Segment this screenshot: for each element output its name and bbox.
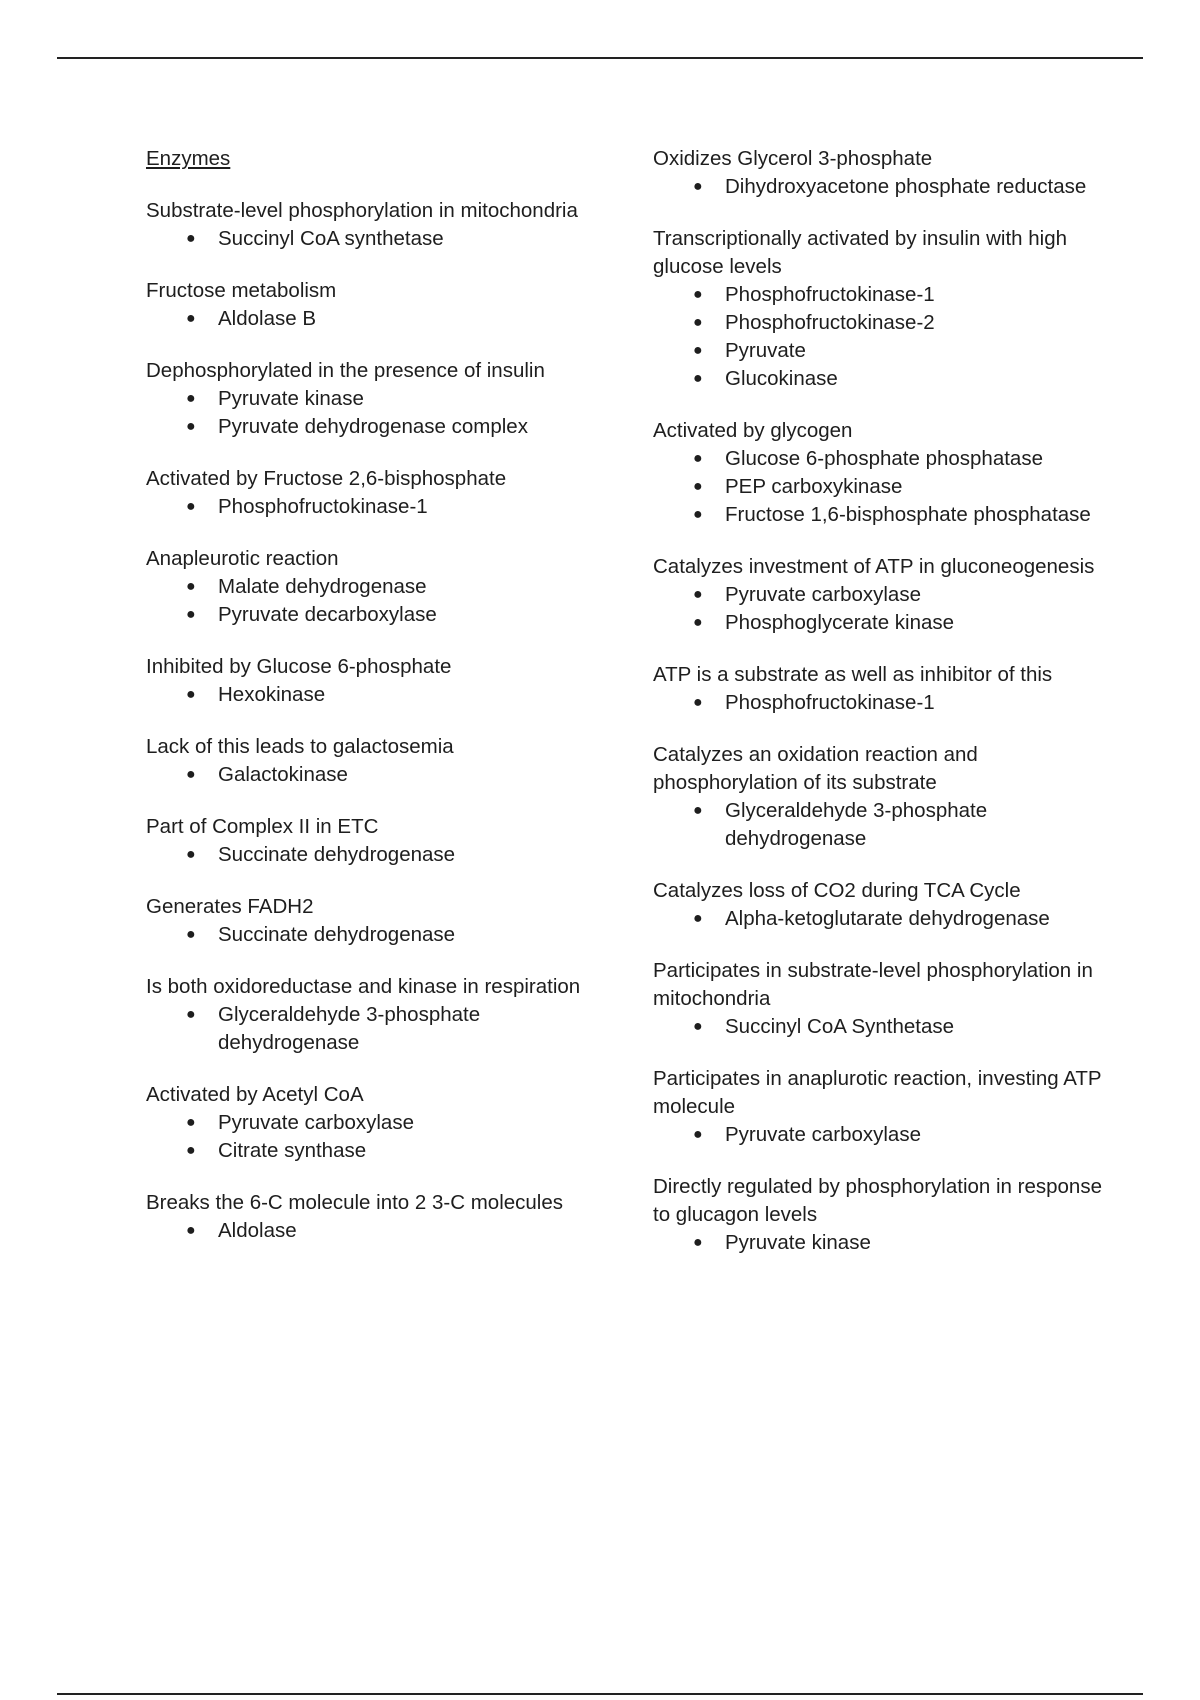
section-title: Catalyzes loss of CO2 during TCA Cycle (653, 879, 1021, 902)
right-column (653, 145, 1103, 1281)
enzyme-list (653, 173, 1103, 201)
list-item-text: Aldolase (218, 1219, 297, 1242)
enzyme-section (146, 197, 606, 253)
enzyme-section (146, 813, 606, 869)
bullet-icon: ● (186, 498, 196, 515)
list-item (653, 365, 1103, 393)
list-item-text: Succinate dehydrogenase (218, 923, 456, 946)
enzyme-section (146, 357, 606, 441)
enzyme-section (653, 661, 1103, 717)
list-item (146, 385, 606, 413)
list-item (653, 337, 1103, 365)
bullet-icon: ● (186, 578, 196, 595)
bullet-icon: ● (693, 286, 703, 303)
enzyme-list (146, 493, 606, 521)
left-sections (146, 197, 606, 1245)
bullet-icon: ● (693, 910, 703, 927)
enzyme-section (146, 465, 606, 521)
section-title: Breaks the 6-C molecule into 2 3-C molecules (146, 1191, 564, 1214)
bullet-icon: ● (186, 1006, 196, 1023)
enzyme-section (653, 417, 1103, 529)
section-title: Fructose metabolism (146, 279, 337, 302)
list-item (653, 281, 1103, 309)
list-item (653, 173, 1103, 201)
section-title: Directly regulated by phosphorylation in response to glucagon levels (653, 1175, 1102, 1226)
bullet-icon: ● (693, 178, 703, 195)
list-item-text: Pyruvate decarboxylase (218, 603, 437, 626)
section-title: Transcriptionally activated by insulin with high glucose levels (653, 227, 1067, 278)
bullet-icon: ● (693, 586, 703, 603)
list-item-text: Aldolase B (218, 307, 317, 330)
enzyme-section (146, 1081, 606, 1165)
list-item (653, 1013, 1103, 1041)
right-sections (653, 145, 1103, 1257)
list-item-text: Succinate dehydrogenase (218, 843, 456, 866)
page-heading: Enzymes (146, 147, 231, 170)
enzyme-section (653, 145, 1103, 201)
list-item-text: Glucokinase (725, 367, 838, 390)
enzyme-list (653, 797, 1103, 853)
section-title: Anapleurotic reaction (146, 547, 339, 570)
list-item-text: Phosphofructokinase-1 (218, 495, 428, 518)
bullet-icon: ● (186, 418, 196, 435)
enzyme-section (653, 225, 1103, 393)
enzyme-section (653, 1173, 1103, 1257)
list-item-text: Glucose 6-phosphate phosphatase (725, 447, 1043, 470)
enzyme-section (146, 893, 606, 949)
enzyme-section (653, 957, 1103, 1041)
section-title: ATP is a substrate as well as inhibitor of this (653, 663, 1053, 686)
enzyme-list (146, 921, 606, 949)
enzyme-list (653, 1013, 1103, 1041)
list-item-text: Alpha-ketoglutarate dehydrogenase (725, 907, 1050, 930)
enzyme-list (146, 305, 606, 333)
list-item-text: Phosphofructokinase-1 (725, 691, 935, 714)
bullet-icon: ● (693, 370, 703, 387)
bullet-icon: ● (186, 686, 196, 703)
section-title: Activated by Fructose 2,6-bisphosphate (146, 467, 507, 490)
list-item (653, 1229, 1103, 1257)
list-item-text: Pyruvate carboxylase (725, 583, 921, 606)
section-title: Activated by Acetyl CoA (146, 1083, 364, 1106)
enzyme-list (653, 1229, 1103, 1257)
bullet-icon: ● (693, 478, 703, 495)
bullet-icon: ● (186, 1142, 196, 1159)
enzyme-section (146, 1189, 606, 1245)
list-item (146, 1001, 606, 1057)
list-item-text: Malate dehydrogenase (218, 575, 427, 598)
list-item-text: Pyruvate kinase (725, 1231, 871, 1254)
list-item (653, 309, 1103, 337)
list-item (146, 1217, 606, 1245)
section-title: Catalyzes an oxidation reaction and phosphorylation of its substrate (653, 743, 978, 794)
list-item (146, 921, 606, 949)
bullet-icon: ● (693, 802, 703, 819)
enzyme-list (146, 385, 606, 441)
list-item (146, 225, 606, 253)
enzyme-list (146, 761, 606, 789)
bullet-icon: ● (186, 1114, 196, 1131)
bullet-icon: ● (693, 1126, 703, 1143)
list-item (146, 1109, 606, 1137)
bullet-icon: ● (186, 230, 196, 247)
list-item (146, 601, 606, 629)
list-item (146, 841, 606, 869)
enzyme-section (146, 653, 606, 709)
list-item (146, 305, 606, 333)
enzyme-section (653, 877, 1103, 933)
bullet-icon: ● (693, 314, 703, 331)
list-item (653, 689, 1103, 717)
enzyme-section (653, 741, 1103, 853)
enzyme-section (146, 973, 606, 1057)
section-title: Lack of this leads to galactosemia (146, 735, 454, 758)
section-title: Oxidizes Glycerol 3-phosphate (653, 147, 933, 170)
section-title: Participates in substrate-level phosphorylation in mitochondria (653, 959, 1093, 1010)
header-rule (57, 57, 1143, 59)
list-item (146, 573, 606, 601)
bullet-icon: ● (693, 614, 703, 631)
enzyme-section (653, 1065, 1103, 1149)
list-item-text: Glyceraldehyde 3-phosphate dehydrogenase (218, 1003, 481, 1054)
list-item (653, 1121, 1103, 1149)
enzyme-section (146, 277, 606, 333)
list-item-text: PEP carboxykinase (725, 475, 903, 498)
bullet-icon: ● (186, 606, 196, 623)
list-item-text: Citrate synthase (218, 1139, 367, 1162)
enzyme-list (146, 841, 606, 869)
enzyme-list (146, 1109, 606, 1165)
section-title: Dephosphorylated in the presence of insulin (146, 359, 545, 382)
section-title: Part of Complex II in ETC (146, 815, 379, 838)
list-item (653, 905, 1103, 933)
list-item-text: Pyruvate carboxylase (725, 1123, 921, 1146)
enzyme-list (146, 573, 606, 629)
list-item-text: Succinyl CoA synthetase (218, 227, 444, 250)
bullet-icon: ● (186, 390, 196, 407)
list-item-text: Fructose 1,6-bisphosphate phosphatase (725, 503, 1091, 526)
list-item-text: Pyruvate kinase (218, 387, 364, 410)
bullet-icon: ● (186, 766, 196, 783)
section-title: Is both oxidoreductase and kinase in respiration (146, 975, 581, 998)
left-column (146, 145, 606, 1269)
list-item (653, 445, 1103, 473)
bullet-icon: ● (693, 450, 703, 467)
list-item-text: Phosphofructokinase-2 (725, 311, 935, 334)
list-item-text: Pyruvate dehydrogenase complex (218, 415, 528, 438)
enzyme-list (653, 1121, 1103, 1149)
bullet-icon: ● (693, 506, 703, 523)
list-item-text: Hexokinase (218, 683, 326, 706)
list-item (653, 473, 1103, 501)
list-item-text: Phosphofructokinase-1 (725, 283, 935, 306)
enzyme-section (653, 553, 1103, 637)
list-item-text: Pyruvate (725, 339, 806, 362)
bullet-icon: ● (693, 1234, 703, 1251)
bullet-icon: ● (186, 846, 196, 863)
section-title: Activated by glycogen (653, 419, 853, 442)
list-item-text: Pyruvate carboxylase (218, 1111, 414, 1134)
bullet-icon: ● (693, 694, 703, 711)
enzyme-list (653, 905, 1103, 933)
section-title: Inhibited by Glucose 6-phosphate (146, 655, 452, 678)
list-item-text: Glyceraldehyde 3-phosphate dehydrogenase (725, 799, 988, 850)
section-title: Substrate-level phosphorylation in mitochondria (146, 199, 578, 222)
enzyme-list (653, 581, 1103, 637)
bullet-icon: ● (186, 1222, 196, 1239)
bullet-icon: ● (693, 342, 703, 359)
list-item (653, 609, 1103, 637)
list-item-text: Galactokinase (218, 763, 348, 786)
section-title: Catalyzes investment of ATP in gluconeogenesis (653, 555, 1095, 578)
enzyme-section (146, 733, 606, 789)
list-item (653, 797, 1103, 853)
enzyme-list (146, 1217, 606, 1245)
list-item (653, 581, 1103, 609)
bullet-icon: ● (693, 1018, 703, 1035)
enzyme-list (146, 1001, 606, 1057)
bullet-icon: ● (186, 310, 196, 327)
enzyme-list (653, 445, 1103, 529)
section-title: Participates in anaplurotic reaction, investing ATP molecule (653, 1067, 1102, 1118)
list-item (146, 493, 606, 521)
list-item-text: Succinyl CoA Synthetase (725, 1015, 955, 1038)
enzyme-list (653, 281, 1103, 393)
bullet-icon: ● (186, 926, 196, 943)
list-item-text: Phosphoglycerate kinase (725, 611, 955, 634)
list-item (146, 413, 606, 441)
list-item (146, 1137, 606, 1165)
list-item-text: Dihydroxyacetone phosphate reductase (725, 175, 1087, 198)
footer-rule (57, 1693, 1143, 1695)
list-item (146, 761, 606, 789)
enzyme-list (653, 689, 1103, 717)
enzyme-list (146, 681, 606, 709)
enzyme-list (146, 225, 606, 253)
section-title: Generates FADH2 (146, 895, 314, 918)
list-item (146, 681, 606, 709)
list-item (653, 501, 1103, 529)
enzyme-section (146, 545, 606, 629)
